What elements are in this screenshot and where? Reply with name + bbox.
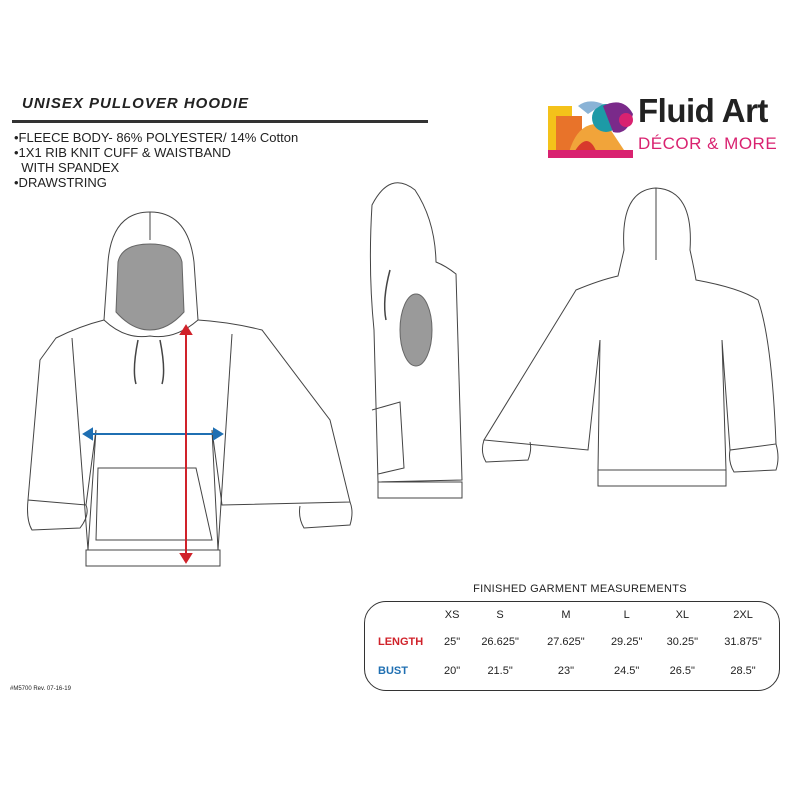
measurements-title: FINISHED GARMENT MEASUREMENTS <box>473 583 687 595</box>
table-row <box>368 627 776 656</box>
length-label: LENGTH <box>378 635 424 648</box>
table-cell: 29.25" <box>610 635 643 648</box>
size-header: L <box>623 609 630 621</box>
table-cell: 26.5" <box>669 664 695 677</box>
size-header: XL <box>675 609 690 621</box>
revision-note: #M5700 Rev. 07-16-19 <box>10 686 71 692</box>
table-cell: 23" <box>557 664 574 677</box>
length-arrow <box>181 326 191 562</box>
table-cell: 28.5" <box>730 664 756 677</box>
table-cell: 25" <box>444 635 461 648</box>
size-header: S <box>496 609 504 621</box>
brand-name: Fluid Art <box>638 92 768 129</box>
measurements-table <box>368 603 776 685</box>
table-cell: 21.5" <box>487 664 513 677</box>
size-header: XS <box>444 609 460 621</box>
bust-label: BUST <box>378 664 408 677</box>
size-header: M <box>561 609 571 621</box>
bust-arrow <box>84 429 222 439</box>
spec-item: •1X1 RIB KNIT CUFF & WAISTBAND <box>14 145 231 160</box>
front-view <box>28 212 353 566</box>
size-header-row <box>368 603 776 627</box>
table-cell: 27.625" <box>547 635 585 648</box>
size-header: 2XL <box>733 609 753 621</box>
table-row <box>368 656 776 685</box>
table-cell: 20" <box>444 664 461 677</box>
spec-item: •FLEECE BODY- 86% POLYESTER/ 14% Cotton <box>14 130 299 145</box>
brand-tagline: DÉCOR & MORE <box>638 134 778 153</box>
spec-item: WITH SPANDEX <box>14 160 120 175</box>
table-cell: 30.25" <box>666 635 699 648</box>
back-view <box>482 188 778 486</box>
title-underline <box>12 120 428 123</box>
product-title: UNISEX PULLOVER HOODIE <box>22 95 250 112</box>
spec-item: •DRAWSTRING <box>14 175 107 190</box>
table-cell: 26.625" <box>481 635 519 648</box>
table-cell: 31.875" <box>724 635 762 648</box>
table-cell: 24.5" <box>614 664 640 677</box>
garment-illustrations <box>0 160 792 580</box>
